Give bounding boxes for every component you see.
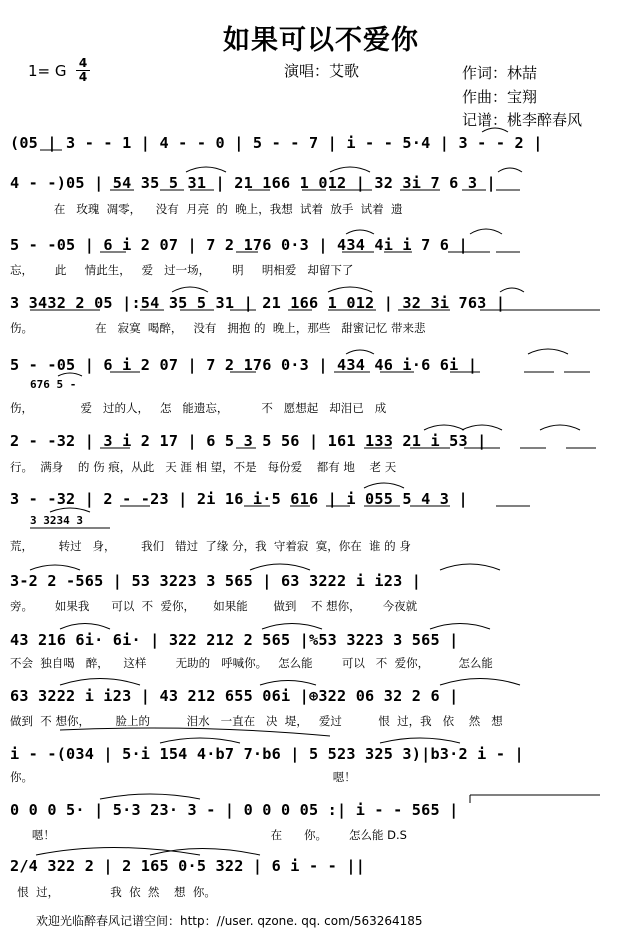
slur-arc — [328, 287, 372, 292]
slur-arc — [380, 738, 460, 743]
singer: 演唱：艾歌 — [284, 62, 360, 80]
slur-arc — [470, 229, 502, 234]
transcriber: 记谱：桃李醉春风 — [462, 111, 583, 129]
slur-arc — [260, 681, 316, 686]
score-line-8: 3-2 2 -565 | 53 3223 3 565 | 63 3222 i i23 | — [10, 572, 422, 590]
slur-arc — [364, 483, 404, 488]
score-sub-line-5: 676 5 - — [30, 378, 77, 391]
volta-line — [60, 728, 330, 736]
lyric-line-4: 伤。 在 寂寞 喝醉， 没有 拥抱 的 晚上，那些 甜蜜记忆 带来悲 — [10, 321, 426, 335]
lyric-line-11: 做到 不 想你， 脸上的 泪水 一直在 决 堤， 爱过 恨 过，我 依 然 想 — [10, 714, 503, 728]
time-signature-bottom: 4 — [78, 70, 88, 84]
lyric-line-6: 行。 满身 的 伤 痕，从此 天 涯 相 望，不是 每份爱 都有 地 老 天 — [10, 460, 397, 474]
footer-text: 欢迎光临醉春风记谱空间：http：//user. qzone. qq. com/563264185 — [36, 914, 423, 928]
slur-arc — [172, 287, 208, 292]
lyric-line-13: 嗯！ 在 你。 怎么能 D.S — [10, 828, 407, 842]
time-signature-top: 4 — [78, 56, 88, 70]
slur-arc — [100, 794, 200, 799]
slur-arc — [346, 230, 374, 234]
score-sub-line-7: 3 3234 3 — [30, 514, 83, 527]
score-line-13: 2/4 322 2 | 2 165 0·5 322 | 6 i - - || — [10, 857, 366, 875]
score-line-7: 3 - -32 | 2 - -23 | 2i 16 i·5 616 | i 055 5 4 3 | — [10, 490, 468, 508]
lyricist: 作词：林喆 — [462, 64, 538, 82]
slur-arc — [30, 565, 80, 570]
lyric-line-2: 在 玫瑰 凋零， 没有 月亮 的 晚上，我想 试着 放手 试着 遗 — [10, 202, 403, 216]
slur-arc — [58, 373, 82, 376]
slur-arc — [346, 350, 374, 354]
score-line-1: (05 | 3 - - 1 | 4 - - 0 | 5 - - 7 | i - - 5·4 | 3 - - 2 | — [10, 134, 543, 152]
slur-arc — [150, 849, 260, 856]
slur-arc — [482, 128, 508, 132]
score-line-6: 2 - -32 | 3 i 2 17 | 6 5 3 5 56 | 161 133 21 i 53 | — [10, 432, 487, 450]
slur-arc — [424, 425, 464, 430]
lyric-line-5: 伤， 爱 过的人， 怎 能遗忘， 不 愿想起 却泪已 成 — [10, 401, 387, 415]
slur-arc — [36, 848, 200, 856]
score-line-5: 5 - -05 | 6 i 2 07 | 7 2 176 0·3 | 434 46 i·6 6i | — [10, 356, 478, 374]
slur-arc — [160, 738, 240, 743]
page-title: 如果可以不爱你 — [223, 25, 419, 56]
slur-arc — [440, 679, 520, 686]
key-signature: 1= G — [28, 62, 67, 80]
score-line-10: 63 3222 i i23 | 43 212 655 06i |⊕322 06 32 2 6 | — [10, 687, 459, 705]
slur-arc — [60, 679, 140, 686]
score-line-3: 5 - -05 | 6 i 2 07 | 7 2 176 0·3 | 434 4i i 7 6 | — [10, 236, 468, 254]
slur-arc — [50, 508, 90, 512]
slur-arc — [498, 168, 522, 172]
score-line-12: 0 0 0 5· | 5·3 23· 3 - | 0 0 0 05 :| i - - 565 | — [10, 801, 459, 819]
lyric-line-12: 你。 嗯！ — [10, 770, 356, 784]
slur-arc — [330, 167, 370, 172]
composer: 作曲：宝翔 — [462, 88, 538, 106]
slur-arc — [430, 624, 490, 630]
slur-arc — [262, 624, 322, 630]
score-line-11: i - -(034 | 5·i 154 4·b7 7·b6 | 5 523 325 3)|b3·2 i - | — [10, 745, 524, 763]
slur-arc — [440, 564, 500, 570]
lyric-line-14: 恨 过， 我 依 然 想 你。 — [10, 885, 216, 899]
slur-arc — [528, 349, 568, 354]
lyric-line-10: 不会 独自喝 醉， 这样 无助的 呼喊你。 怎么能 可以 不 爱你， 怎么能 — [10, 656, 493, 670]
slur-arc — [462, 425, 502, 430]
slur-arc — [250, 564, 310, 570]
slur-arc — [186, 167, 226, 172]
lyric-line-9: 旁。 如果我 可以 不 爱你， 如果能 做到 不 想你， 今夜就 — [10, 599, 418, 613]
slur-arc — [500, 288, 524, 292]
score-line-4: 3 3432 2 05 |:54 35 5 31 | 21 166 1 012 | 32 3i 763 | — [10, 294, 506, 312]
score-line-2: 4 - -)05 | 54 35 5 31 | 21 166 1 012 | 32 3i 7 6 3 | — [10, 174, 496, 192]
slur-arc — [540, 425, 580, 430]
slur-arc — [60, 624, 110, 630]
lyric-line-8: 荒， 转过 身， 我们 错过 了缘 分，我 守着寂 寞，你在 谁 的 身 — [10, 539, 411, 553]
score-line-9: 43 216 6i· 6i· | 322 212 2 565 |%53 3223 3 565 | — [10, 631, 459, 649]
beam-underlines — [30, 150, 600, 528]
lyric-line-3: 忘， 此 情此生， 爱 过一场， 明 明相爱 却留下了 — [10, 263, 354, 277]
